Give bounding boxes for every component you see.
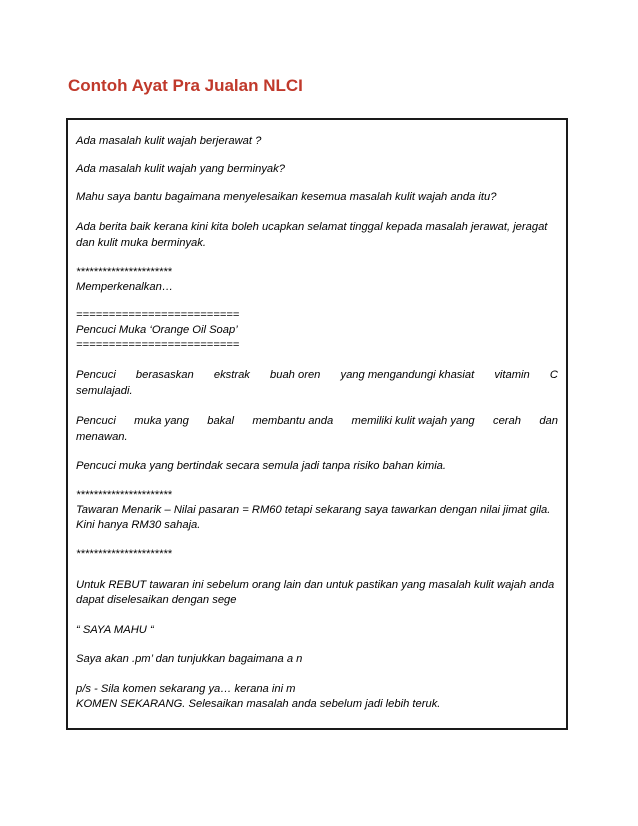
word: cerah — [492, 415, 521, 427]
separator-stars: ********************** — [76, 548, 172, 560]
separator-stars: ********************** — [76, 489, 172, 501]
text-line: semulajadi. — [76, 385, 133, 397]
word: membantu anda — [252, 415, 334, 427]
text-line: Ada masalah kulit wajah berjerawat ? — [76, 135, 262, 147]
word: C — [549, 369, 558, 381]
word: yang mengandungi khasiat — [340, 369, 475, 381]
word: buah oren — [270, 369, 321, 381]
separator-equals: ========================= — [76, 309, 240, 321]
text-line: Mahu saya bantu bagaimana menyelesaikan kesemua masalah kulit wajah anda itu? — [76, 191, 497, 203]
offer-line: Kini hanya RM30 sahaja. — [76, 519, 201, 531]
offer-line: Tawaran Menarik – Nilai pasaran = RM60 tetapi sekarang saya tawarkan dengan nilai jimat gila. — [76, 504, 551, 516]
content-box — [66, 118, 568, 730]
text-line: Pencuci muka yang bertindak secara semula jadi tanpa risiko bahan kimia. — [76, 460, 447, 472]
text-line: dan kulit muka berminyak. — [76, 237, 206, 249]
document-title: Contoh Ayat Pra Jualan NLCI — [68, 76, 303, 95]
justified-line — [76, 414, 558, 429]
text-line: Untuk REBUT tawaran ini sebelum orang lain dan untuk pastikan yang masalah kulit wajah anda — [76, 579, 555, 591]
text-line: Saya akan .pm’ dan tunjukkan bagaimana a n — [76, 653, 303, 665]
separator-stars: ********************** — [76, 266, 172, 278]
word: vitamin — [494, 369, 530, 381]
word: Pencuci — [76, 369, 116, 381]
text-line: KOMEN SEKARANG. Selesaikan masalah anda sebelum jadi lebih teruk. — [76, 698, 441, 710]
word: muka yang — [134, 415, 189, 427]
text-line: Ada berita baik kerana kini kita boleh ucapkan selamat tinggal kepada masalah jerawat, jeragat — [76, 221, 548, 233]
word: berasaskan — [135, 369, 194, 381]
separator-equals: ========================= — [76, 339, 240, 351]
call-to-action: “ SAYA MAHU “ — [76, 624, 154, 636]
text-line: p/s - Sila komen sekarang ya… kerana ini m — [76, 683, 296, 695]
word: dan — [539, 415, 558, 427]
product-name: Pencuci Muka ‘Orange Oil Soap’ — [76, 324, 238, 336]
text-line: menawan. — [76, 431, 128, 443]
text-line: Ada masalah kulit wajah yang berminyak? — [76, 163, 285, 175]
text-line: Memperkenalkan… — [76, 281, 174, 293]
word: ekstrak — [213, 369, 250, 381]
text-line: dapat diselesaikan dengan sege — [76, 594, 237, 606]
word: Pencuci — [76, 415, 116, 427]
justified-line — [76, 368, 558, 383]
word: memiliki kulit wajah yang — [351, 415, 475, 427]
word: bakal — [207, 415, 234, 427]
